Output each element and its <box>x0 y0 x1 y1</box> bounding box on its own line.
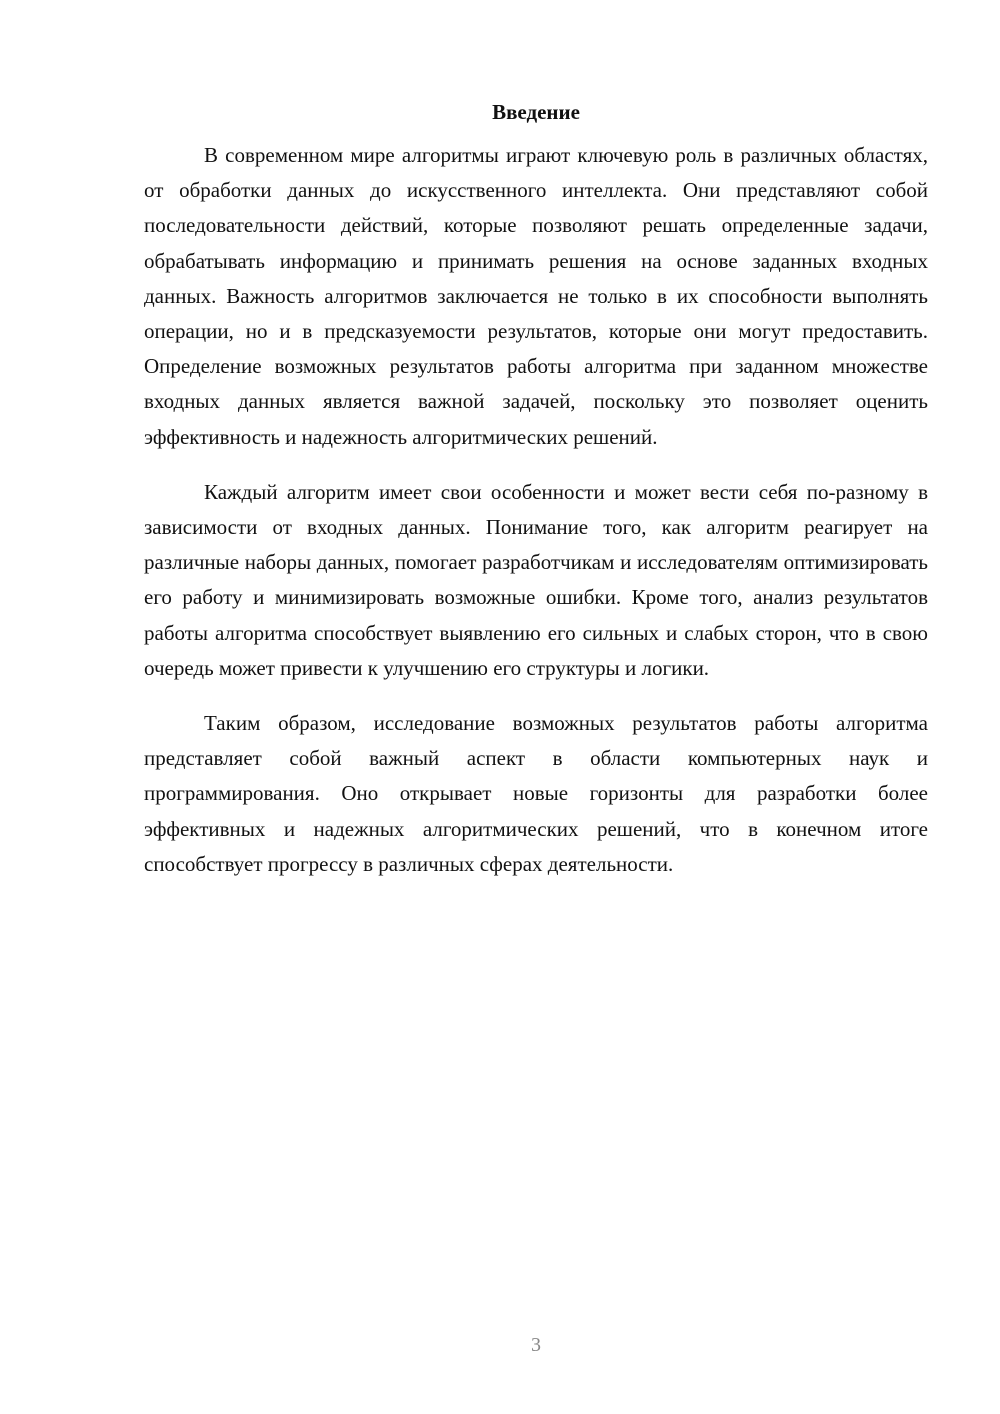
page-number: 3 <box>531 1334 541 1356</box>
paragraph-2: Каждый алгоритм имеет свои особенности и может вести себя по-разному в зависимости от входных данных. Понимание того, как алгоритм реагирует на различные наборы данных, помогает разработчикам и исследователям оптимизировать его работу и минимизировать возможные ошибки. Кроме того, анализ результатов работы алгоритма способствует выявлению его сильных и слабых сторон, что в свою очередь может привести к улучшению его структуры и логики. <box>144 479 928 680</box>
page-content <box>144 96 928 882</box>
section-heading: Введение <box>492 100 580 124</box>
paragraph-3: Таким образом, исследование возможных результатов работы алгоритма представляет собой важный аспект в области компьютерных наук и программирования. Оно открывает новые горизонты для разработки более эффективных и надежных алгоритмических решений, что в конечном итоге способствует прогрессу в различных сферах деятельности. <box>144 711 928 876</box>
paragraph-1: В современном мире алгоритмы играют ключевую роль в различных областях, от обработки данных до искусственного интеллекта. Они представляют собой последовательности действий, которые позволяют решать определенные задачи, обрабатывать информацию и принимать решения на основе заданных входных данных. Важность алгоритмов заключается не только в их способности выполнять операции, но и в предсказуемости результатов, которые они могут предоставить. Определение возможных результатов работы алгоритма при заданном множестве входных данных является важной задачей, поскольку это позволяет оценить эффективность и надежность алгоритмических решений. <box>144 143 928 449</box>
